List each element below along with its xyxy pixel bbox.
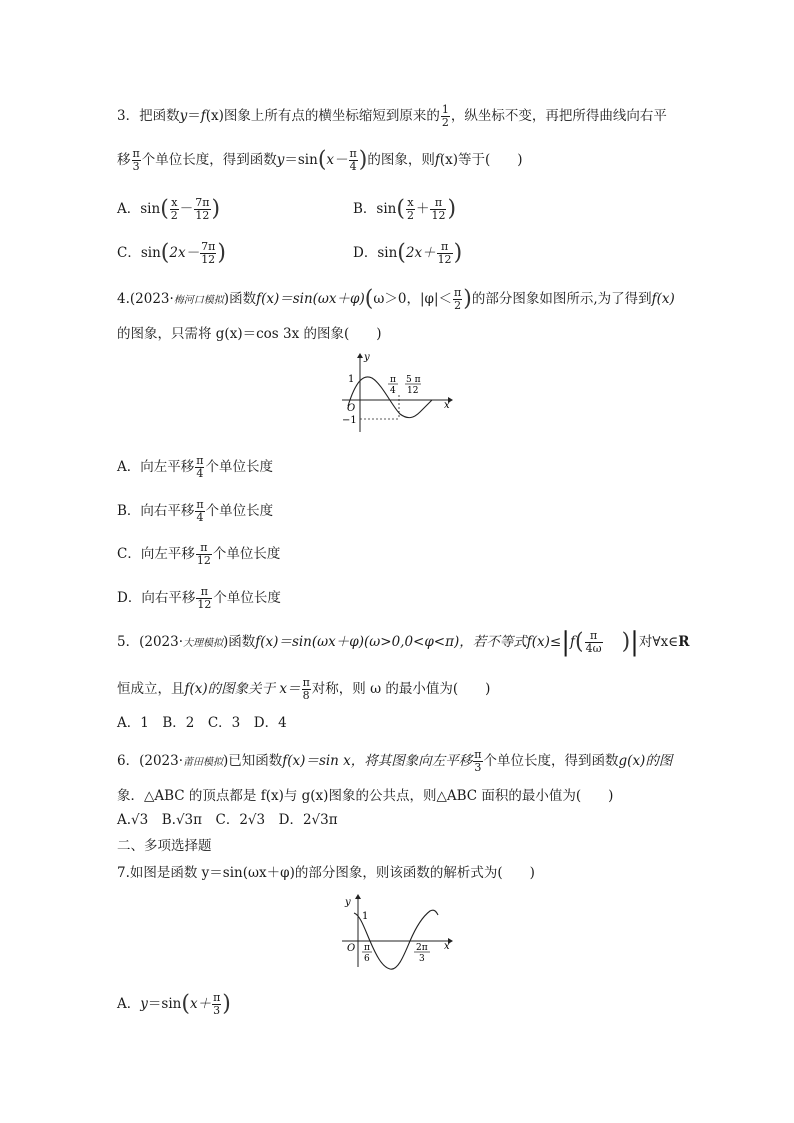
q4-stem-line2: 的图象，只需将 g(x)＝cos 3x 的图象( ) <box>117 326 382 342</box>
q4-option-a[interactable]: A．向左平移 $\frac{\pi}{4}$ 个单位长度 <box>117 454 273 480</box>
graph-origin: O <box>347 403 356 414</box>
section-multiple-choice-heading: 二、多项选择题 <box>117 838 212 854</box>
graph-tick-pi-6-num: π <box>364 943 370 953</box>
graph-x-label: x <box>444 400 450 411</box>
graph-tick-2pi-3-den: 3 <box>419 954 425 964</box>
graph-y-label: y <box>345 897 351 908</box>
q3-stem-line2: 移 $\frac{\pi}{3}$ 个单位长度，得到函数y＝sin(x－ $\frac{\pi}{4}$ )的图象，则f(x)等于( ) <box>117 147 523 173</box>
q5-stem-line1: 5．(2023·大理模拟)函数f(x)＝sin(ωx＋φ)(ω>0,0<φ<π)，若不等式f(x)≤|f( $\frac{\pi}{4\omega}$ )|对∀x∈R <box>117 627 690 658</box>
graph-tick-5pi-12-num: 5 π <box>406 375 421 385</box>
y-axis-arrow <box>355 894 361 899</box>
q3-fraction-pi-3: $\frac{\pi}{3}$ <box>132 147 140 173</box>
q3-stem-line1: 3．把函数y＝f(x)图象上所有点的横坐标缩短到原来的 $\frac{1}{2}$ ，纵坐标不变，再把所得曲线向右平 <box>117 103 667 129</box>
q7-graph <box>340 893 455 971</box>
q7-option-a[interactable]: A．y＝sin(x＋ $\frac{\pi}{3}$ ) <box>117 991 231 1017</box>
graph-tick-1: 1 <box>348 374 355 385</box>
q4-stem-line1: 4.(2023·梅河口模拟)函数f(x)＝sin(ωx＋φ)(ω＞0，|φ|＜ $\frac{\pi}{2}$ )的部分图象如图所示,为了得到f(x) <box>117 286 675 312</box>
graph-y-label: y <box>364 352 370 363</box>
graph-tick-pi-4-den: 4 <box>390 386 396 396</box>
q3-fraction-pi-4: $\frac{\pi}{4}$ <box>349 147 357 173</box>
q3-fraction-half: $\frac{1}{2}$ <box>441 103 449 129</box>
graph-tick-1: 1 <box>362 911 369 922</box>
q5-options[interactable]: A．1 B．2 C．3 D．4 <box>117 715 287 731</box>
graph-tick-pi-6-den: 6 <box>364 954 370 964</box>
q4-graph <box>336 350 456 435</box>
q6-stem-line1: 6．(2023·莆田模拟)已知函数f(x)＝sin x，将其图象向左平移 $\frac{\pi}{3}$ 个单位长度，得到函数g(x)的图 <box>117 748 673 774</box>
graph-x-label: x <box>444 941 450 952</box>
q7-stem: 7.如图是函数 y＝sin(ωx＋φ)的部分图象，则该函数的解析式为( ) <box>117 865 535 881</box>
q4-option-c[interactable]: C．向左平移 $\frac{\pi}{12}$ 个单位长度 <box>117 541 281 567</box>
y-axis-arrow <box>357 353 363 358</box>
q6-options[interactable]: A.√3 B.√3π C．2√3 D．2√3π <box>117 812 338 828</box>
q3-option-b[interactable]: B．sin( $\frac{x}{2}$ ＋ $\frac{\pi}{12}$ ) <box>353 196 457 222</box>
q4-option-d[interactable]: D．向右平移 $\frac{\pi}{12}$ 个单位长度 <box>117 585 281 611</box>
q4-option-b[interactable]: B．向右平移 $\frac{\pi}{4}$ 个单位长度 <box>117 498 274 524</box>
q6-stem-line2: 象．△ABC 的顶点都是 f(x)与 g(x)图象的公共点，则△ABC 面积的最小值为( ) <box>117 788 614 804</box>
graph-tick-5pi-12-den: 12 <box>407 386 419 396</box>
graph-tick-2pi-3-num: 2π <box>416 943 428 953</box>
q5-stem-line2: 恒成立，且f(x)的图象关于 x＝ $\frac{\pi}{8}$ 对称，则 ω 的最小值为( ) <box>117 676 491 702</box>
q3-option-c[interactable]: C．sin(2x－ $\frac{7\pi}{12}$ ) <box>117 240 226 266</box>
q3-option-d[interactable]: D．sin(2x＋ $\frac{\pi}{12}$ ) <box>353 240 463 266</box>
graph-tick-pi-4-num: π <box>390 375 396 385</box>
q3-option-a[interactable]: A．sin( $\frac{x}{2}$ － $\frac{7\pi}{12}$ ) <box>117 196 221 222</box>
graph-origin: O <box>347 943 356 954</box>
graph-tick-minus-1: −1 <box>342 415 357 426</box>
